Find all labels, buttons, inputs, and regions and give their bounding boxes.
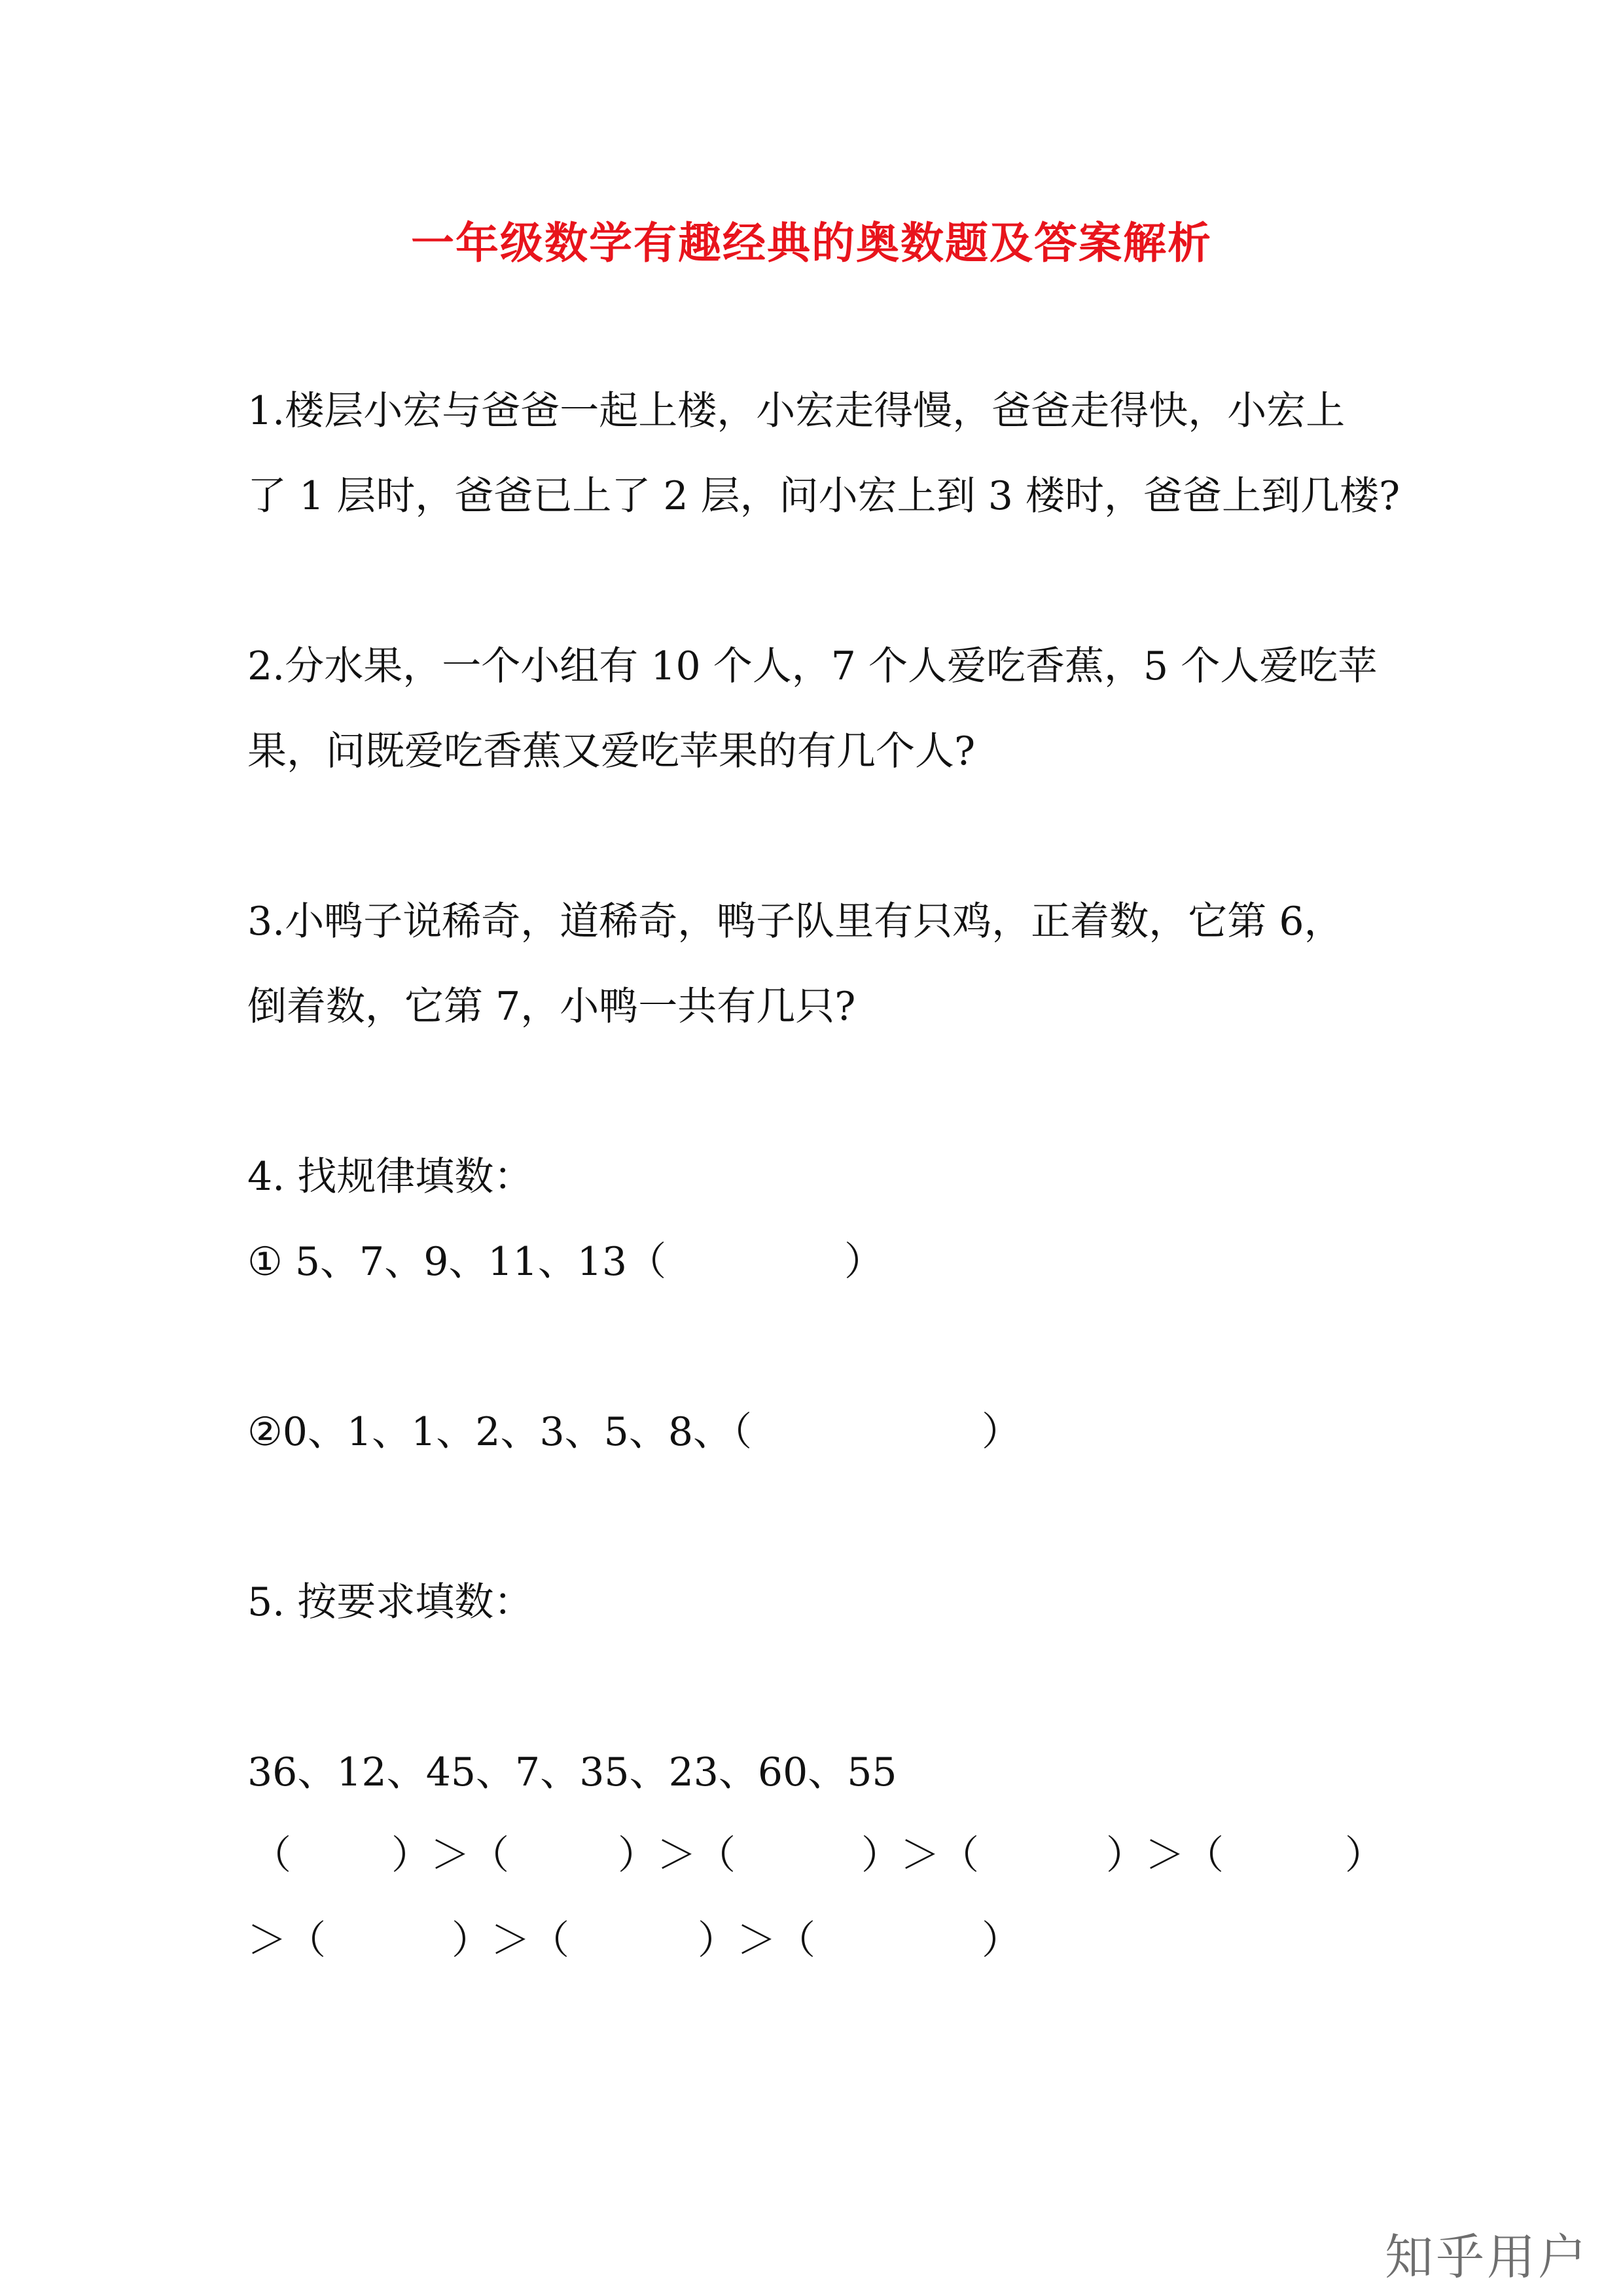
- question-5-ordering-row-1: [0, 1829, 1623, 1882]
- page-title: 一年级数学有趣经典的奥数题及答案解析: [411, 218, 1212, 268]
- question-4-item-1: ① 5、7、9、11、13（: [247, 1239, 667, 1285]
- watermark: 知乎用户: [1385, 2229, 1589, 2286]
- question-1-line-2: 了 1 层时，爸爸已上了 2 层，问小宏上到 3 楼时，爸爸上到几楼?: [247, 473, 1400, 519]
- question-4-item-2: ②0、1、1、2、3、5、8、（: [247, 1409, 753, 1455]
- paren-segment: ）＞（: [618, 1833, 736, 1878]
- paren-segment: ）＞（: [1106, 1833, 1224, 1878]
- question-3-line-2: 倒着数，它第 7，小鸭一共有几只?: [247, 984, 856, 1030]
- question-3-line-1: 3.小鸭子说稀奇，道稀奇，鸭子队里有只鸡，正着数，它第 6，: [247, 899, 1344, 944]
- question-5-ordering-row-2: [0, 1914, 1623, 1967]
- question-5-numbers: 36、12、45、7、35、23、60、55: [247, 1749, 897, 1795]
- paren-segment: ）＞（: [698, 1918, 815, 1964]
- question-4-item-1-close: ）: [844, 1239, 883, 1285]
- paren-segment: ＞（: [247, 1918, 326, 1964]
- question-1-line-1: 1.楼层小宏与爸爸一起上楼，小宏走得慢，爸爸走得快，小宏上: [247, 388, 1346, 434]
- question-2-line-2: 果，问既爱吃香蕉又爱吃苹果的有几个人?: [247, 728, 976, 774]
- question-5-heading: 5. 按要求填数：: [247, 1579, 533, 1625]
- paren-segment: ）＞（: [861, 1833, 979, 1878]
- paren-segment: ）＞（: [391, 1833, 509, 1878]
- question-2-line-1: 2.分水果，一个小组有 10 个人，7 个人爱吃香蕉，5 个人爱吃苹: [247, 643, 1378, 689]
- paren-segment: （: [252, 1833, 291, 1878]
- question-4-item-2-close: ）: [982, 1409, 1021, 1455]
- paren-segment: ）: [982, 1918, 1021, 1964]
- question-4-heading: 4. 找规律填数：: [247, 1154, 533, 1200]
- paren-segment: ）＞（: [452, 1918, 569, 1964]
- paren-segment: ）: [1345, 1833, 1384, 1878]
